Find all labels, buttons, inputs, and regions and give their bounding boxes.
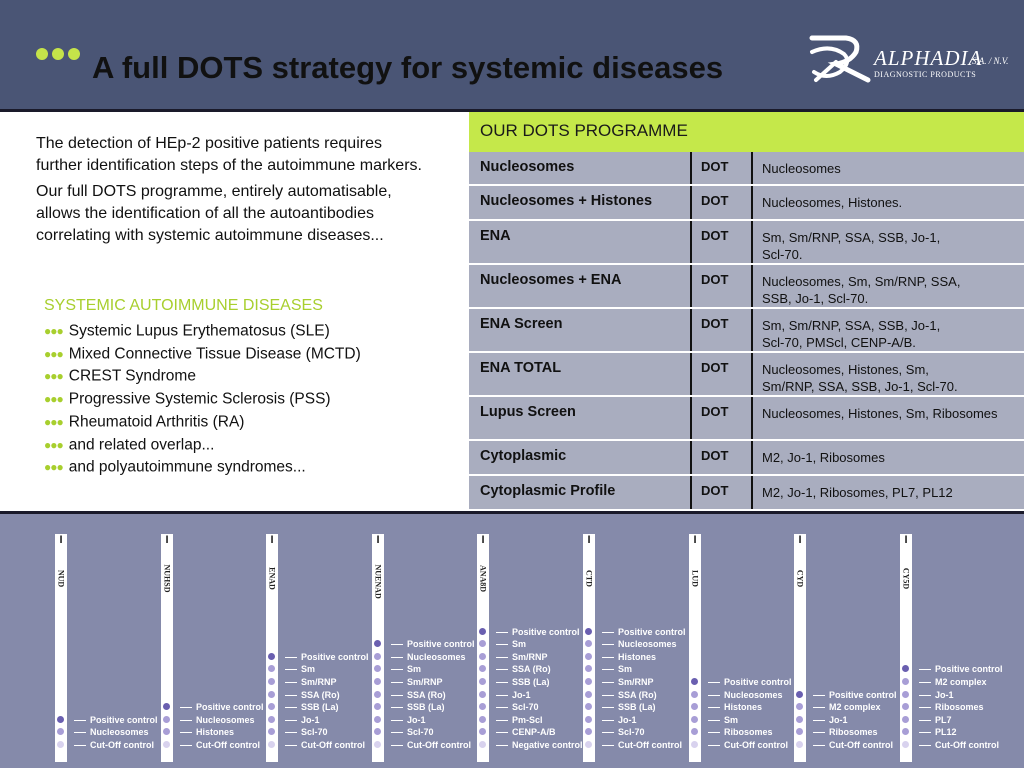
strip-label: Positive control [829,690,897,700]
strip-tick [496,695,508,696]
product-components: Nucleosomes, Histones. [752,185,1024,220]
strip-spot [691,703,698,710]
strip-label: Jo-1 [935,690,954,700]
strip-label: Jo-1 [618,715,637,725]
product-name: Lupus Screen [469,396,691,440]
strip-tick [285,732,297,733]
strip-label: Cut-Off control [301,740,365,750]
strip-spot [479,640,486,647]
strip-label: Scl-70 [618,727,645,737]
bullet-icon: ●●● [44,346,63,361]
strip-tick [180,720,192,721]
strip-spot [902,691,909,698]
strip-label: Positive control [407,639,475,649]
list-item [44,456,361,479]
strip-tick [285,707,297,708]
strip-spot [902,703,909,710]
table-row [469,308,1024,352]
strip-spot [585,678,592,685]
strip-tick [602,732,614,733]
table-row [469,152,1024,185]
strip-mark: I [165,534,169,546]
strip-spot [479,728,486,735]
strip-code: LUD [690,570,700,587]
strip-tick [602,707,614,708]
strip-tick [285,682,297,683]
header-bar [0,0,1024,109]
strip-label: SSA (Ro) [407,690,446,700]
strip-label: CENP-A/B [512,727,556,737]
strip-tick [496,682,508,683]
disease-label: Mixed Connective Tissue Disease (MCTD) [68,345,361,362]
strip-tick [708,682,720,683]
strip-label: Positive control [935,664,1003,674]
strip-tick [180,745,192,746]
strip-label: Jo-1 [407,715,426,725]
logo-suffix: S.A. / N.V. [972,56,1009,66]
strip-label: PL7 [935,715,952,725]
product-type: DOT [691,185,752,220]
strips-divider [0,511,1024,514]
strip-spot [57,741,64,748]
strip-label: Positive control [724,677,792,687]
strip-spot [57,728,64,735]
strip-spot [374,716,381,723]
strip-tick [74,745,86,746]
strip-spot [902,728,909,735]
programme-table [469,152,1024,511]
strip-tick [602,745,614,746]
strip-tick [496,707,508,708]
strip-tick [180,707,192,708]
strip-label: SSB (La) [512,677,550,687]
strip-label: Ribosomes [724,727,773,737]
strip-tick [919,669,931,670]
strip-spot [479,665,486,672]
strip-label: Scl-70 [407,727,434,737]
table-row [469,220,1024,264]
bullet-icon: ●●● [44,324,63,338]
product-components: Nucleosomes, Sm, Sm/RNP, SSA, SSB, Jo-1, Scl-70. [752,264,1024,308]
strip-tick [813,707,825,708]
strip-spot [268,653,275,660]
strip-label: Nucleosomes [724,690,783,700]
strip-tick [813,745,825,746]
product-components: M2, Jo-1, Ribosomes [752,440,1024,475]
product-name: ENA TOTAL [469,352,691,396]
strip-spot [691,691,698,698]
product-name: ENA Screen [469,308,691,352]
strip-label: M2 complex [829,702,881,712]
strip-label: Pm-Scl [512,715,543,725]
strip-spot [796,741,803,748]
strip-label: Ribosomes [935,702,984,712]
product-components: Nucleosomes [752,152,1024,185]
strip-spot [479,628,486,635]
strip-label: Positive control [618,627,686,637]
strip-spot [585,640,592,647]
strip-spot [585,665,592,672]
strip-tick [285,695,297,696]
strip-spot [479,703,486,710]
strip-label: Sm/RNP [407,677,443,687]
product-type: DOT [691,220,752,264]
strip-spot [163,703,170,710]
strip-label: Sm [724,715,739,725]
strip-spot [585,691,592,698]
strip-spot [479,716,486,723]
strip-label: Cut-Off control [724,740,788,750]
title-bullet-icon [36,48,80,60]
disease-label: Systemic Lupus Erythematosus (SLE) [68,322,330,340]
strip-tick [496,745,508,746]
strip-tick [285,720,297,721]
strip-label: Histones [724,702,763,712]
strip-spot [902,716,909,723]
page-title: A full DOTS strategy for systemic diseases [92,50,724,85]
table-row [469,352,1024,396]
disease-label: Progressive Systemic Sclerosis (PSS) [68,390,331,408]
strip-spot [585,703,592,710]
strip-mark: I [481,534,485,546]
product-type: DOT [691,396,752,440]
strip-tick [813,695,825,696]
strip-tick [285,657,297,658]
strip-tick [602,682,614,683]
strip-label: Positive control [512,627,580,637]
strip-label: Cut-Off control [829,740,893,750]
strip-spot [585,628,592,635]
strip-label: Cut-Off control [196,740,260,750]
strip-mark: I [798,534,802,546]
strip-spot [902,665,909,672]
strip-tick [391,695,403,696]
strip-tick [74,720,86,721]
disease-label: and related overlap... [68,435,215,453]
strip-spot [268,741,275,748]
strip-code: ANA8D [478,564,488,593]
strip-spot [374,691,381,698]
strip-tick [708,707,720,708]
strip-spot [268,728,275,735]
strip-spot [374,653,381,660]
strip-label: SSB (La) [407,702,445,712]
list-item [44,411,361,434]
strip-spot [268,665,275,672]
strip-label: Nucleosomes [196,715,255,725]
strip-tick [496,632,508,633]
strip-tick [180,732,192,733]
list-item [44,434,361,457]
programme-panel [469,112,1024,511]
bullet-icon: ●●● [44,460,63,475]
strip-label: Cut-Off control [90,740,154,750]
strip-label: SSA (Ro) [512,664,551,674]
strip-spot [479,678,486,685]
strip-spot [374,703,381,710]
strip-mark: I [59,534,63,546]
strip-spot [479,691,486,698]
table-row [469,396,1024,440]
bullet-icon: ●●● [44,392,63,407]
strip-tick [391,644,403,645]
strip-tick [602,720,614,721]
strip-code: CTD [584,570,594,587]
strip-label: Nucleosomes [407,652,466,662]
strip-label: Sm [512,639,527,649]
strip-spot [585,716,592,723]
strip-spot [796,716,803,723]
strip-label: Sm [618,664,633,674]
strip-label: Positive control [90,715,158,725]
list-item [44,343,361,366]
strip-spot [902,678,909,685]
strip-label: Cut-Off control [618,740,682,750]
strip-tick [391,669,403,670]
strip-label: Negative control [512,740,583,750]
strip-spot [374,728,381,735]
strip-spot [479,741,486,748]
strip-code: NUHSD [162,564,172,593]
strip-code: NUENAD [373,564,383,599]
product-name: Cytoplasmic [469,440,691,475]
programme-title: OUR DOTS PROGRAMME [480,121,688,140]
table-row [469,475,1024,510]
strip-spot [163,728,170,735]
bullet-icon: ●●● [44,437,63,452]
strip-mark: I [270,534,274,546]
strip-spot [691,728,698,735]
intro-paragraph-2: Our full DOTS programme, entirely automatisable, allows the identification of all the autoantibodies correlating with systemic autoimmune diseases... [36,183,392,244]
strip-label: Sm/RNP [618,677,654,687]
strip-tick [708,695,720,696]
strip-label: Histones [196,727,235,737]
strip-label: Nucleosomes [90,727,149,737]
strip-spot [585,741,592,748]
strip-spot [163,716,170,723]
alphadia-logo [806,32,1016,86]
product-components: Nucleosomes, Histones, Sm, Ribosomes [752,396,1024,440]
strip-tick [391,682,403,683]
product-components: Sm, Sm/RNP, SSA, SSB, Jo-1, Scl-70, PMScl, CENP-A/B. [752,308,1024,352]
strip-mark: I [693,534,697,546]
product-components: Sm, Sm/RNP, SSA, SSB, Jo-1, Scl-70. [752,220,1024,264]
logo-subtitle: DIAGNOSTIC PRODUCTS [874,70,977,79]
strip-spot [268,716,275,723]
strip-label: Sm [407,664,422,674]
strip-spot [374,640,381,647]
strip-spot [585,653,592,660]
strip-code: CYD [795,569,805,588]
strip-spot [796,728,803,735]
product-name: Nucleosomes [469,152,691,185]
strip-label: PL12 [935,727,957,737]
strip-tick [919,707,931,708]
product-name: ENA [469,220,691,264]
strip-mark: I [587,534,591,546]
strip-label: Sm/RNP [301,677,337,687]
product-name: Nucleosomes + ENA [469,264,691,308]
strip-tick [496,720,508,721]
strip-tick [391,707,403,708]
strip-spot [796,691,803,698]
product-type: DOT [691,475,752,510]
strip-tick [919,732,931,733]
strip-label: Positive control [301,652,369,662]
strip-spot [57,716,64,723]
strip-label: SSA (Ro) [618,690,657,700]
strip-label: Cut-Off control [407,740,471,750]
list-item [44,320,361,343]
product-components: M2, Jo-1, Ribosomes, PL7, PL12 [752,475,1024,510]
product-type: DOT [691,440,752,475]
bullet-icon: ●●● [44,414,63,429]
strip-spot [163,741,170,748]
strip-tick [602,695,614,696]
product-name: Cytoplasmic Profile [469,475,691,510]
strip-tick [602,644,614,645]
strip-tick [919,682,931,683]
strip-label: SSB (La) [301,702,339,712]
strip-spot [902,741,909,748]
strip-tick [496,657,508,658]
strip-label: Jo-1 [512,690,531,700]
strip-spot [374,741,381,748]
strip-tick [919,720,931,721]
intro-paragraph-1: The detection of HEp-2 positive patients requires further identification steps of the autoimmune markers. [36,135,422,174]
strip-tick [708,745,720,746]
strip-tick [285,745,297,746]
list-item [44,388,361,411]
strip-mark: I [376,534,380,546]
strip-label: Jo-1 [829,715,848,725]
strip-tick [708,720,720,721]
strip-label: Sm/RNP [512,652,548,662]
strip-spot [374,665,381,672]
strip-label: Nucleosomes [618,639,677,649]
table-row [469,440,1024,475]
strip-tick [602,669,614,670]
strip-code: CY5D [901,567,911,590]
strip-spot [585,728,592,735]
product-name: Nucleosomes + Histones [469,185,691,220]
strip-label: Cut-Off control [935,740,999,750]
strip-tick [919,695,931,696]
strip-spot [268,691,275,698]
strip-tick [391,720,403,721]
strip-label: Sm [301,664,316,674]
strip-spot [691,741,698,748]
strip-label: Ribosomes [829,727,878,737]
strip-label: Scl-70 [301,727,328,737]
strip-tick [813,732,825,733]
diseases-heading: SYSTEMIC AUTOIMMUNE DISEASES [44,297,323,314]
strip-tick [496,732,508,733]
strip-label: Positive control [196,702,264,712]
disease-label: CREST Syndrome [68,367,196,385]
strip-tick [602,657,614,658]
strip-tick [391,745,403,746]
programme-header [469,112,1024,152]
strip-tick [391,732,403,733]
strip-mark: I [904,534,908,546]
logo-name: ALPHADIA [874,46,983,70]
strip-tick [391,657,403,658]
strip-spot [268,678,275,685]
table-row [469,185,1024,220]
disease-label: Rheumatoid Arthritis (RA) [68,413,245,431]
diseases-list [44,320,361,479]
strip-tick [74,732,86,733]
strip-tick [285,669,297,670]
strip-label: SSA (Ro) [301,690,340,700]
strip-tick [813,720,825,721]
strip-spot [374,678,381,685]
strip-tick [496,669,508,670]
strip-spot [691,716,698,723]
strip-spot [479,653,486,660]
strip-spot [268,703,275,710]
strip-spot [796,703,803,710]
strip-tick [496,644,508,645]
disease-label: and polyautoimmune syndromes... [68,458,306,476]
product-type: DOT [691,352,752,396]
strip-label: SSB (La) [618,702,656,712]
alphadia-logo-icon [806,32,872,86]
list-item [44,365,361,388]
strip-label: Scl-70 [512,702,539,712]
bullet-icon: ●●● [44,369,63,384]
strip-label: Histones [618,652,657,662]
strip-label: M2 complex [935,677,987,687]
strip-code: NUD [56,569,66,588]
table-row [469,264,1024,308]
strip-tick [708,732,720,733]
product-components: Nucleosomes, Histones, Sm, Sm/RNP, SSA, SSB, Jo-1, Scl-70. [752,352,1024,396]
product-type: DOT [691,308,752,352]
strip-code: ENAD [267,567,277,590]
product-type: DOT [691,264,752,308]
strip-spot [691,678,698,685]
strip-tick [602,632,614,633]
product-type: DOT [691,152,752,185]
strip-tick [919,745,931,746]
strip-label: Jo-1 [301,715,320,725]
